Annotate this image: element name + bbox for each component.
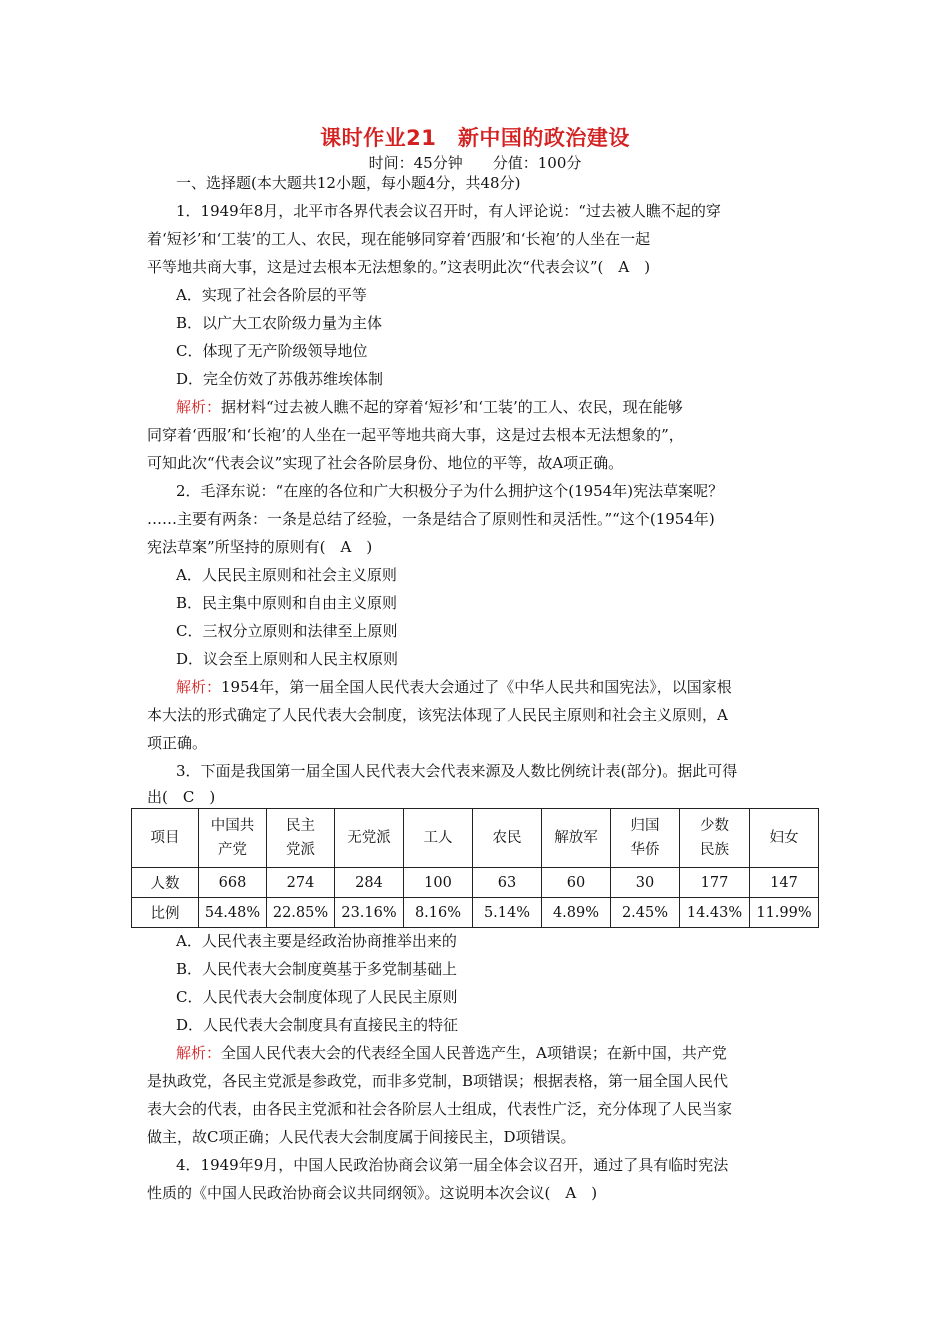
- option-text: C．体现了无产阶级领导地位: [176, 342, 368, 360]
- analysis-label: 解析：: [176, 1044, 222, 1062]
- analysis-text: 做主，故C项正确；人民代表大会制度属于间接民主，D项错误。: [147, 1128, 576, 1146]
- analysis-text: 本大法的形式确定了人民代表大会制度，该宪法体现了人民民主原则和社会主义原则，A: [147, 706, 728, 724]
- deputy-statistics-table: [131, 808, 819, 928]
- table-header-cell: 归国 华侨: [611, 809, 680, 868]
- question-text: 平等地共商大事，这是过去根本无法想象的。”这表明此次“代表会议”( A ): [147, 258, 651, 276]
- question-text: 4．1949年9月，中国人民政治协商会议第一届全体会议召开，通过了具有临时宪法: [176, 1156, 729, 1174]
- table-header-cell: 农民: [473, 809, 542, 868]
- analysis-text: 项正确。: [147, 734, 208, 752]
- option-text: B．人民代表大会制度奠基于多党制基础上: [176, 960, 458, 978]
- table-cell: 8.16%: [404, 898, 473, 928]
- option-text: D．议会至上原则和人民主权原则: [176, 650, 399, 668]
- table-cell: 5.14%: [473, 898, 542, 928]
- question-text: 3．下面是我国第一届全国人民代表大会代表来源及人数比例统计表(部分)。据此可得: [176, 762, 738, 780]
- table-cell: 54.48%: [199, 898, 267, 928]
- table-row: [132, 898, 819, 928]
- table-cell: 30: [611, 868, 680, 898]
- table-header-cell: 妇女: [750, 809, 819, 868]
- page-title: 课时作业21 新中国的政治建设: [320, 126, 630, 150]
- section-heading: 一、选择题(本大题共12小题，每小题4分，共48分): [176, 174, 521, 192]
- table-cell: 177: [680, 868, 750, 898]
- table-row: [132, 868, 819, 898]
- table-cell: 11.99%: [750, 898, 819, 928]
- table-cell: 14.43%: [680, 898, 750, 928]
- question-text: 2．毛泽东说：“在座的各位和广大积极分子为什么拥护这个(1954年)宪法草案呢？: [176, 482, 724, 500]
- table-cell: 比例: [132, 898, 199, 928]
- table-header-row: [132, 809, 819, 868]
- option-text: D．完全仿效了苏俄苏维埃体制: [176, 370, 384, 388]
- option-text: D．人民代表大会制度具有直接民主的特征: [176, 1016, 459, 1034]
- option-text: C．人民代表大会制度体现了人民民主原则: [176, 988, 458, 1006]
- option-text: B．以广大工农阶级力量为主体: [176, 314, 383, 332]
- table-header-cell: 无党派: [335, 809, 404, 868]
- table-header-cell: 民主 党派: [267, 809, 335, 868]
- table-header-cell: 少数 民族: [680, 809, 750, 868]
- table-cell: 668: [199, 868, 267, 898]
- table-header-cell: 项目: [132, 809, 199, 868]
- table-cell: 23.16%: [335, 898, 404, 928]
- table-header-cell: 工人: [404, 809, 473, 868]
- table-cell: 2.45%: [611, 898, 680, 928]
- question-text: 宪法草案”所坚持的原则有( A ): [147, 538, 373, 556]
- table-header-cell: 解放军: [542, 809, 611, 868]
- analysis-text: 同穿着‘西服’和‘长袍’的人坐在一起平等地共商大事，这是过去根本无法想象的”，: [147, 426, 684, 444]
- analysis-text: 表大会的代表，由各民主党派和社会各阶层人士组成，代表性广泛，充分体现了人民当家: [147, 1100, 733, 1118]
- option-text: A．人民民主原则和社会主义原则: [176, 566, 397, 584]
- table-cell: 4.89%: [542, 898, 611, 928]
- question-text: 着‘短衫’和‘工装’的工人、农民，现在能够同穿着‘西服’和‘长袍’的人坐在一起: [147, 230, 651, 248]
- table-cell: 60: [542, 868, 611, 898]
- table-cell: 147: [750, 868, 819, 898]
- analysis-label: 解析：: [176, 678, 222, 696]
- analysis-text: 解析：全国人民代表大会的代表经全国人民普选产生，A项错误；在新中国，共产党: [176, 1044, 727, 1062]
- table-header-cell: 中国共 产党: [199, 809, 267, 868]
- question-text: 出( C ): [147, 788, 216, 806]
- option-text: B．民主集中原则和自由主义原则: [176, 594, 398, 612]
- time-score-info: 时间：45分钟 分值：100分: [368, 154, 582, 172]
- analysis-label: 解析：: [176, 398, 222, 416]
- table-cell: 63: [473, 868, 542, 898]
- option-text: A．人民代表主要是经政治协商推举出来的: [176, 932, 457, 950]
- analysis-text: 解析：1954年，第一届全国人民代表大会通过了《中华人民共和国宪法》，以国家根: [176, 678, 732, 696]
- table-cell: 274: [267, 868, 335, 898]
- question-text: ……主要有两条：一条是总结了经验，一条是结合了原则性和灵活性。”“这个(1954年): [147, 510, 715, 528]
- analysis-text: 解析：据材料“过去被人瞧不起的穿着‘短衫’和‘工装’的工人、农民，现在能够: [176, 398, 683, 416]
- analysis-text: 是执政党，各民主党派是参政党，而非多党制，B项错误；根据表格，第一届全国人民代: [147, 1072, 729, 1090]
- table-cell: 22.85%: [267, 898, 335, 928]
- analysis-text: 可知此次“代表会议”实现了社会各阶层身份、地位的平等，故A项正确。: [147, 454, 624, 472]
- question-text: 1．1949年8月，北平市各界代表会议召开时，有人评论说：“过去被人瞧不起的穿: [176, 202, 721, 220]
- option-text: C．三权分立原则和法律至上原则: [176, 622, 398, 640]
- table-cell: 100: [404, 868, 473, 898]
- option-text: A．实现了社会各阶层的平等: [176, 286, 367, 304]
- table-cell: 人数: [132, 868, 199, 898]
- question-text: 性质的《中国人民政治协商会议共同纲领》。这说明本次会议( A ): [147, 1184, 598, 1202]
- table-cell: 284: [335, 868, 404, 898]
